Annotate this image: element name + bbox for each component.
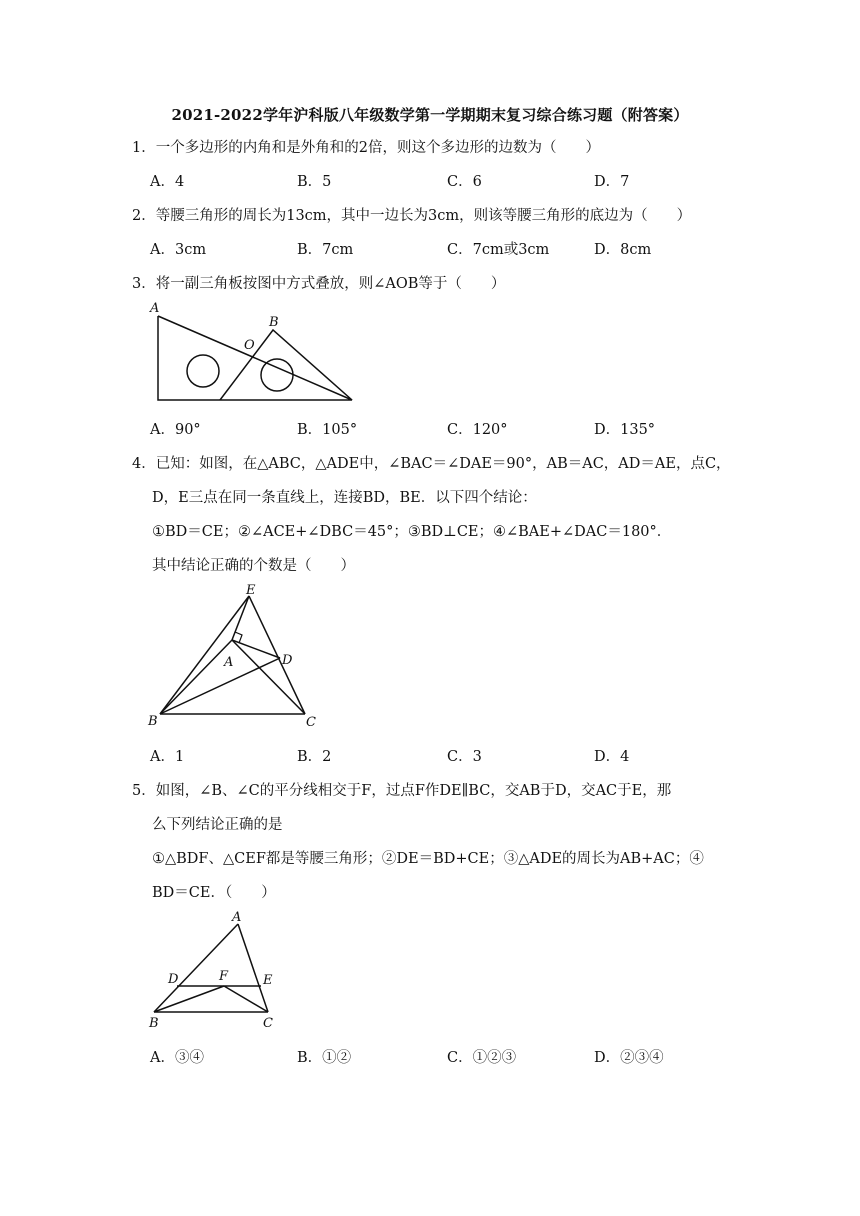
question-4-option-a[interactable]: A．1 — [150, 749, 185, 765]
question-5-option-d[interactable]: D．②③④ — [594, 1050, 664, 1066]
figure-label-d: D — [282, 653, 293, 668]
question-2-stem: 2．等腰三角形的周长为13cm，其中一边长为3cm，则该等腰三角形的底边为（ ） — [132, 208, 692, 224]
question-4-stem-line-1: 4．已知：如图，在△ABC，△ADE中，∠BAC＝∠DAE＝90°，AB＝AC，AD＝AE，点C， — [132, 456, 731, 472]
question-2-option-d[interactable]: D．8cm — [594, 242, 652, 258]
figure-label-c: C — [263, 1016, 273, 1031]
question-3-stem: 3．将一副三角板按图中方式叠放，则∠AOB等于（ ） — [132, 276, 506, 292]
question-2-option-c[interactable]: C．7cm或3cm — [447, 242, 550, 258]
question-2-option-a[interactable]: A．3cm — [150, 242, 207, 258]
figure-label-a: A — [224, 655, 234, 670]
question-1-stem: 1．一个多边形的内角和是外角和的2倍，则这个多边形的边数为（ ） — [132, 140, 600, 156]
question-3-option-a[interactable]: A．90° — [150, 422, 201, 438]
question-4-figure — [140, 580, 330, 730]
figure-label-d: D — [168, 972, 179, 987]
question-4-stem-line-4: 其中结论正确的个数是（ ） — [152, 558, 355, 574]
question-4-option-c[interactable]: C．3 — [447, 749, 482, 765]
question-4-stem-line-2: D，E三点在同一条直线上，连接BD，BE．以下四个结论： — [152, 490, 537, 506]
question-4-option-d[interactable]: D．4 — [594, 749, 630, 765]
figure-label-c: C — [306, 715, 316, 730]
figure-label-b: B — [269, 315, 279, 330]
angle-bisector-diagram — [140, 906, 290, 1034]
question-5-option-a[interactable]: A．③④ — [150, 1050, 204, 1066]
figure-label-b: B — [149, 1016, 159, 1031]
question-4-option-b[interactable]: B．2 — [297, 749, 332, 765]
figure-label-f: F — [219, 969, 229, 984]
question-1-option-b[interactable]: B．5 — [297, 174, 332, 190]
figure-label-a: A — [232, 910, 242, 925]
triangle-set-diagram — [140, 296, 370, 408]
figure-label-o: O — [244, 338, 255, 353]
page-title: 2021-2022学年沪科版八年级数学第一学期期末复习综合练习题（附答案） — [171, 106, 689, 124]
question-1-option-c[interactable]: C．6 — [447, 174, 482, 190]
question-4-stem-line-3: ①BD＝CE；②∠ACE+∠DBC＝45°；③BD⊥CE；④∠BAE+∠DAC＝180°． — [152, 524, 672, 540]
triangle-abc-ade-diagram — [140, 580, 330, 730]
question-5-stem-line-4: BD＝CE．（ ） — [152, 885, 276, 901]
figure-label-e: E — [246, 583, 256, 598]
figure-label-e: E — [263, 973, 273, 988]
question-3-option-d[interactable]: D．135° — [594, 422, 656, 438]
question-5-stem-line-1: 5．如图，∠B、∠C的平分线相交于F，过点F作DE∥BC，交AB于D，交AC于E，那 — [132, 783, 672, 799]
figure-label-a: A — [150, 301, 160, 316]
question-2-option-b[interactable]: B．7cm — [297, 242, 354, 258]
question-5-stem-line-2: 么下列结论正确的是 — [152, 817, 283, 833]
question-5-figure — [140, 906, 290, 1034]
question-1-option-d[interactable]: D．7 — [594, 174, 630, 190]
question-3-option-b[interactable]: B．105° — [297, 422, 358, 438]
question-3-figure — [140, 296, 370, 408]
figure-label-b: B — [148, 714, 158, 729]
question-5-option-b[interactable]: B．①② — [297, 1050, 352, 1066]
question-5-option-c[interactable]: C．①②③ — [447, 1050, 517, 1066]
question-3-option-c[interactable]: C．120° — [447, 422, 508, 438]
question-1-option-a[interactable]: A．4 — [150, 174, 185, 190]
question-5-stem-line-3: ①△BDF、△CEF都是等腰三角形；②DE＝BD+CE；③△ADE的周长为AB+AC；④ — [152, 851, 704, 867]
